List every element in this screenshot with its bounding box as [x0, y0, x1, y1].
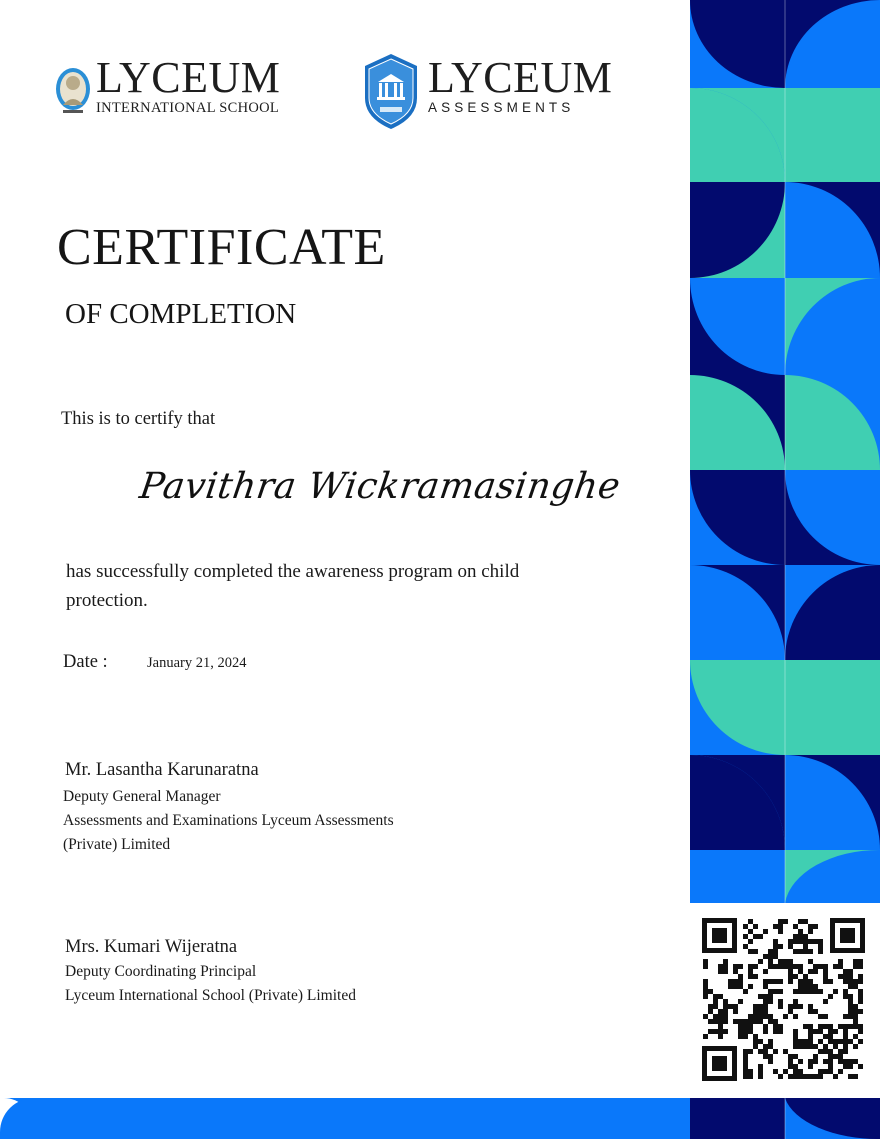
date-label: Date : — [63, 652, 108, 672]
certify-intro: This is to certify that — [61, 409, 216, 429]
school-logo — [96, 53, 281, 117]
certificate-title: CERTIFICATE — [57, 219, 386, 276]
bottom-accent-bar — [0, 1098, 690, 1139]
qr-code-icon[interactable] — [702, 918, 865, 1081]
signatory-organization-suffix: (Private) Limited — [63, 836, 171, 853]
signatory-1 — [63, 760, 394, 857]
signatory-name: Mr. Lasantha Karunaratna — [65, 760, 259, 780]
shield-building-icon — [362, 52, 420, 131]
recipient-name: Pavithra Wickramasinghe — [137, 466, 623, 507]
certificate-subtitle: OF COMPLETION — [65, 298, 297, 330]
school-logo-subtitle: INTERNATIONAL SCHOOL — [96, 100, 280, 116]
assessments-logo-title: LYCEUM — [428, 53, 613, 102]
signatory-title: Deputy Coordinating Principal — [65, 963, 257, 980]
signatory-2 — [65, 937, 356, 1008]
bust-emblem-icon — [55, 67, 91, 115]
signatory-name: Mrs. Kumari Wijeratna — [65, 937, 238, 957]
date-value: January 21, 2024 — [147, 655, 247, 671]
assessments-logo — [428, 53, 613, 115]
signatory-organization: Lyceum International School (Private) Limited — [65, 987, 356, 1004]
signatory-title: Deputy General Manager — [63, 788, 221, 805]
assessments-logo-subtitle: ASSESSMENTS — [428, 100, 575, 115]
completion-description: has successfully completed the awareness program on child protection. — [66, 561, 520, 611]
school-logo-title: LYCEUM — [96, 53, 281, 102]
signatory-organization: Assessments and Examinations Lyceum Assessments — [63, 812, 394, 829]
